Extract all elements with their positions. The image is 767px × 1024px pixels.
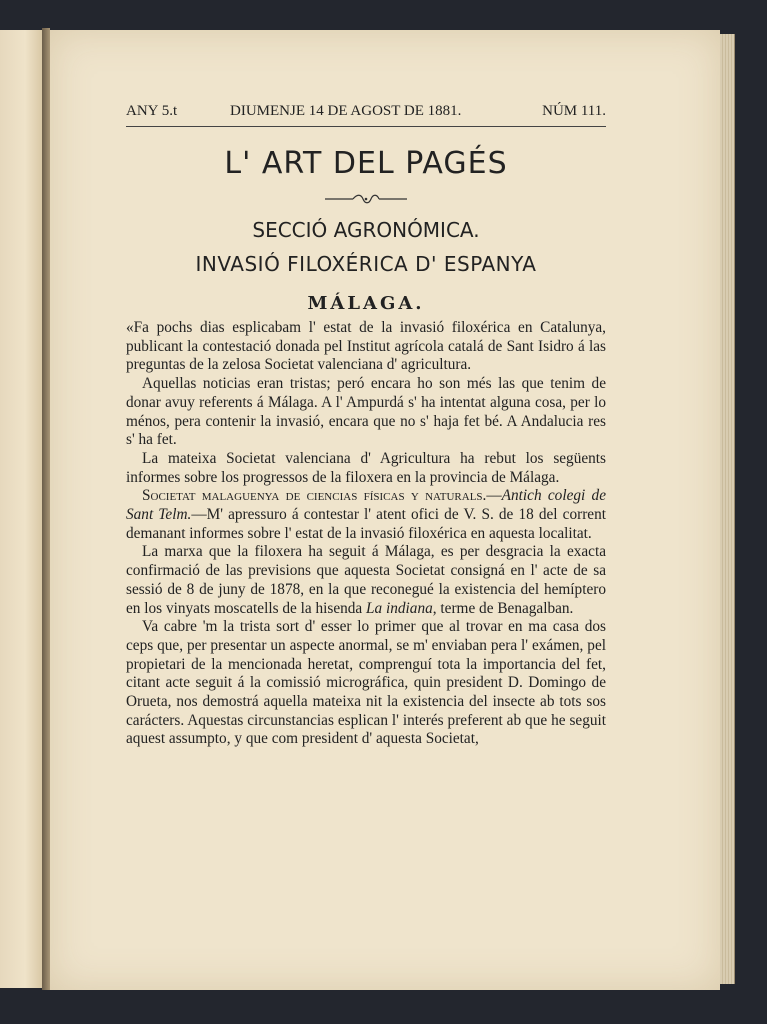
section-heading: SECCIÓ AGRONÓMICA. — [252, 218, 480, 242]
facing-page-edge — [0, 30, 44, 988]
masthead-line — [126, 103, 606, 125]
issue-date: DIUMENJE 14 DE AGOST DE 1881. — [230, 103, 462, 119]
flourish-ornament-icon — [323, 192, 409, 206]
paragraph-5 — [126, 543, 606, 618]
paragraph-6: Va cabre 'm la trista sort d' esser lo primer que al trovar en ma casa dos ceps que, per presentar un aspecte anormal, se m' enviaban pera l' exámen, pel propietari de la mencionada heretat, comprenguí tota la importancia del fet, citant acte seguit á la comissió micrográfica, quin president D. Domingo de Orueta, nos demostrá aquella mateixa nit la existencia del insecte ab tots sos carácters. Aquestas circunstancias esplican l' interés preferent ab que he seguit aquest assumpto, y que com president d' aquesta Societat, — [126, 618, 606, 748]
society-address: Antich colegi de Sant Telm. — [126, 487, 606, 524]
paragraph-5-text: La marxa que la filoxera ha seguit á Málaga, es per desgracia la exacta confirmació de las previsions que aquesta Societat consigná en l' acte de sa sessió de 8 de juny de 1878, en la que reconegué la existencia del hemíptero en los vinyats moscatells de la hisenda — [126, 543, 606, 617]
paragraph-4 — [126, 487, 606, 543]
issue-number: NÚM 111. — [542, 103, 606, 119]
dateline-place: MÁLAGA. — [307, 293, 425, 314]
book-spine — [42, 28, 50, 990]
paragraph-5-end: , terme de Benagalban. — [432, 599, 574, 617]
paragraph-2: Aquellas noticias eran tristas; peró encara ho son més las que tenim de donar avuy referents á Málaga. A l' Ampurdá s' ha intentat alguna cosa, per lo ménos, pera contenir la invasió, encara que no s' haja fet bé. A Andalucia res s' ha fet. — [126, 375, 606, 449]
paragraph-1: «Fa pochs dias esplicabam l' estat de la invasió filoxérica en Catalunya, publicant la contestació donada pel Institut agrícola catalá de Sant Isidro á las preguntas de la zelosa Societat valenciana d' agricultura. — [126, 319, 606, 374]
society-name: Societat malaguenya de ciencias físicas y naturals. — [142, 487, 487, 505]
article-heading: INVASIÓ FILOXÉRICA D' ESPANYA — [195, 252, 537, 276]
header-rule — [126, 126, 606, 127]
year-label: ANY 5.t — [126, 103, 178, 119]
em-dash: — — [486, 487, 502, 505]
paragraph-3: La mateixa Societat valenciana d' Agricultura ha rebut los següents informes sobre los progressos de la filoxera en la provincia de Málaga. — [126, 449, 606, 486]
page-stack-edge — [720, 34, 735, 984]
estate-name: La indiana — [366, 599, 433, 617]
article-body — [126, 319, 606, 749]
paragraph-4-text: —M' apressuro á contestar l' atent ofici de V. S. de 18 del corrent demanant informes sobre l' estat de la invasió filoxérica en aquesta localitat. — [126, 506, 606, 542]
publication-title: L' ART DEL PAGÉS — [224, 146, 508, 181]
